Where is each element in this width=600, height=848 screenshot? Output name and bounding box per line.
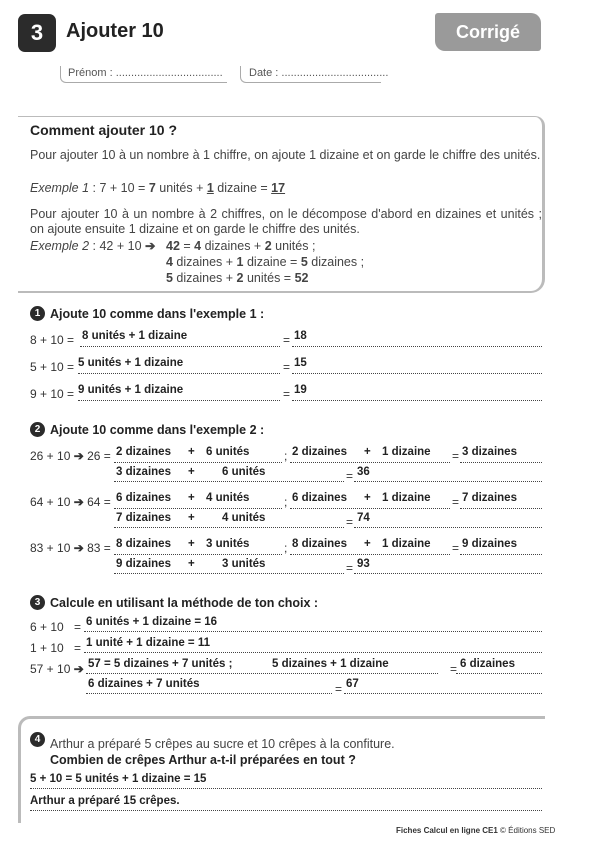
lesson-paragraph-2: Pour ajouter 10 à un nombre à 2 chiffres, on le décompose d'abord en dizaines et unités ; on ajoute ensuite 1 dizaine et on garde le chiffre des unités. bbox=[30, 207, 542, 236]
ex2-row-3-line-c bbox=[460, 554, 542, 555]
exercise-2-title: Ajoute 10 comme dans l'exemple 2 : bbox=[50, 423, 265, 437]
ex3-row-1-line bbox=[84, 631, 542, 632]
ex4-answer-1[interactable]: 5 + 10 = 5 unités + 1 dizaine = 15 bbox=[30, 773, 207, 785]
ex3-row-2-left: 1 + 10 bbox=[30, 641, 64, 655]
ex2-row-3-plus-2: + bbox=[364, 538, 371, 550]
ex3-row-4-line-a bbox=[86, 693, 332, 694]
ex2-row-1-plus-3: + bbox=[188, 466, 195, 478]
ex1-row-1-line-b bbox=[292, 346, 542, 347]
ex2-row-1-eq-2: = bbox=[346, 469, 354, 483]
footer-credit: Fiches Calcul en ligne CE1 © Éditions SED bbox=[396, 826, 556, 835]
ex1-row-3-answer-b[interactable]: 19 bbox=[294, 384, 307, 396]
ex2-row-1-line-b bbox=[290, 462, 450, 463]
ex1-row-3-left: 9 + 10 = bbox=[30, 387, 75, 401]
example-2-line-1: 42 = 4 dizaines + 2 unités ; bbox=[166, 239, 316, 253]
ex2-row-3-d[interactable]: 1 dizaine bbox=[382, 538, 431, 550]
ex2-row-3-c[interactable]: 8 dizaines bbox=[292, 538, 347, 550]
exercise-number-badge: 3 bbox=[18, 14, 56, 52]
ex2-row-2-plus-2: + bbox=[364, 492, 371, 504]
ex2-row-1-sep: ; bbox=[284, 449, 288, 463]
exercise-1-bullet: 1 bbox=[30, 306, 45, 321]
ex2-row-2-sep: ; bbox=[284, 495, 288, 509]
ex2-row-2-eq: = bbox=[452, 495, 460, 509]
exercise-4-bullet: 4 bbox=[30, 732, 45, 747]
ex1-row-2-answer-a[interactable]: 5 unités + 1 dizaine bbox=[78, 357, 184, 369]
ex2-row-1-c[interactable]: 2 dizaines bbox=[292, 446, 347, 458]
ex2-row-3-line-e bbox=[354, 573, 542, 574]
ex1-row-3-answer-a[interactable]: 9 unités + 1 dizaine bbox=[78, 384, 184, 396]
ex2-row-3-sep: ; bbox=[284, 541, 288, 555]
ex2-row-3-e[interactable]: 9 dizaines bbox=[462, 538, 517, 550]
exercise-1-title: Ajoute 10 comme dans l'exemple 1 : bbox=[50, 307, 265, 321]
ex2-row-1-eq: = bbox=[452, 449, 460, 463]
ex2-row-1-plus-2: + bbox=[364, 446, 371, 458]
ex2-row-3-line-d bbox=[114, 573, 344, 574]
ex2-row-1-plus-1: + bbox=[188, 446, 195, 458]
ex3-row-3-c[interactable]: 6 dizaines bbox=[460, 658, 515, 670]
ex3-row-4-eq: = bbox=[335, 682, 343, 696]
ex3-row-1-answer[interactable]: 6 unités + 1 dizaine = 16 bbox=[86, 616, 218, 628]
ex2-row-1-d[interactable]: 1 dizaine bbox=[382, 446, 431, 458]
ex3-row-3-left: 57 + 10 ➔ bbox=[30, 662, 84, 676]
ex2-row-1-line-e bbox=[354, 481, 542, 482]
exercise-3-title: Calcule en utilisant la méthode de ton choix : bbox=[50, 596, 319, 610]
ex2-row-2-eq-2: = bbox=[346, 515, 354, 529]
ex2-row-2-c[interactable]: 6 dizaines bbox=[292, 492, 347, 504]
ex2-row-2-line-e bbox=[354, 527, 542, 528]
ex2-row-2-h[interactable]: 74 bbox=[357, 512, 370, 524]
ex3-row-2-line bbox=[84, 652, 542, 653]
ex2-row-3-left: 83 + 10 ➔ 83 = bbox=[30, 541, 111, 555]
ex2-row-3-h[interactable]: 93 bbox=[357, 558, 370, 570]
ex3-row-1-left: 6 + 10 bbox=[30, 620, 64, 634]
ex2-row-3-f[interactable]: 9 dizaines bbox=[116, 558, 171, 570]
ex2-row-2-d[interactable]: 1 dizaine bbox=[382, 492, 431, 504]
ex3-row-3-eq: = bbox=[450, 662, 458, 676]
ex3-row-4-line-b bbox=[344, 693, 542, 694]
ex1-row-2-left: 5 + 10 = bbox=[30, 360, 75, 374]
exercise-4-question: Combien de crêpes Arthur a-t-il préparées en tout ? bbox=[50, 753, 356, 767]
page-title: Ajouter 10 bbox=[66, 20, 164, 42]
ex1-row-1-eq: = bbox=[283, 333, 291, 347]
corrige-badge: Corrigé bbox=[435, 13, 541, 51]
ex3-row-1-eq: = bbox=[74, 620, 82, 634]
ex1-row-3-line-b bbox=[292, 400, 542, 401]
ex2-row-2-left: 64 + 10 ➔ 64 = bbox=[30, 495, 111, 509]
ex2-row-2-f[interactable]: 7 dizaines bbox=[116, 512, 171, 524]
date-field[interactable]: ................................... bbox=[281, 67, 389, 79]
ex2-row-1-a[interactable]: 2 dizaines bbox=[116, 446, 171, 458]
ex2-row-3-eq-2: = bbox=[346, 561, 354, 575]
ex2-row-3-line-b bbox=[290, 554, 450, 555]
exercise-2-bullet: 2 bbox=[30, 422, 45, 437]
firstname-field[interactable]: ................................... bbox=[115, 67, 223, 79]
example-2-line-2: 4 dizaines + 1 dizaine = 5 dizaines ; bbox=[166, 255, 365, 269]
ex1-row-2-answer-b[interactable]: 15 bbox=[294, 357, 307, 369]
exercise-3-bullet: 3 bbox=[30, 595, 45, 610]
lesson-paragraph-1: Pour ajouter 10 à un nombre à 1 chiffre, on ajoute 1 dizaine et on garde le chiffre des unités. bbox=[30, 148, 541, 162]
ex1-row-2-line-a bbox=[78, 373, 280, 374]
ex2-row-2-line-a bbox=[114, 508, 282, 509]
ex1-row-3-line-a bbox=[78, 400, 280, 401]
ex2-row-3-g[interactable]: 3 unités bbox=[222, 558, 266, 570]
ex1-row-1-left: 8 + 10 = bbox=[30, 333, 75, 347]
ex2-row-3-plus-1: + bbox=[188, 538, 195, 550]
firstname-label: Prénom : ................................... bbox=[68, 67, 223, 79]
ex2-row-1-g[interactable]: 6 unités bbox=[222, 466, 266, 478]
example-2-label: Exemple 2 : 42 + 10 ➔ bbox=[30, 239, 156, 253]
ex2-row-2-plus-1: + bbox=[188, 492, 195, 504]
ex2-row-3-line-a bbox=[114, 554, 282, 555]
ex2-row-1-left: 26 + 10 ➔ 26 = bbox=[30, 449, 111, 463]
ex4-line-1 bbox=[30, 788, 542, 789]
ex1-row-3-eq: = bbox=[283, 387, 291, 401]
ex3-row-2-eq: = bbox=[74, 641, 82, 655]
ex2-row-3-b[interactable]: 3 unités bbox=[206, 538, 250, 550]
ex2-row-1-line-d bbox=[114, 481, 344, 482]
ex2-row-3-plus-3: + bbox=[188, 558, 195, 570]
ex2-row-1-e[interactable]: 3 dizaines bbox=[462, 446, 517, 458]
ex3-row-3-b[interactable]: 5 dizaines + 1 dizaine bbox=[272, 658, 389, 670]
ex3-row-3-line-a bbox=[86, 673, 438, 674]
lesson-title: Comment ajouter 10 ? bbox=[30, 122, 178, 138]
ex3-row-4-a[interactable]: 6 dizaines + 7 unités bbox=[88, 678, 200, 690]
ex3-row-3-a[interactable]: 57 = 5 dizaines + 7 unités ; bbox=[88, 658, 233, 670]
ex1-row-2-eq: = bbox=[283, 360, 291, 374]
ex2-row-3-a[interactable]: 8 dizaines bbox=[116, 538, 171, 550]
ex2-row-2-plus-3: + bbox=[188, 512, 195, 524]
example-1: Exemple 1 : 7 + 10 = 7 unités + 1 dizaine = 17 bbox=[30, 181, 286, 195]
date-label: Date : ................................... bbox=[249, 67, 389, 79]
ex4-line-2 bbox=[30, 810, 542, 811]
ex2-row-2-line-c bbox=[460, 508, 542, 509]
ex2-row-2-b[interactable]: 4 unités bbox=[206, 492, 250, 504]
ex1-row-1-answer-b[interactable]: 18 bbox=[294, 330, 307, 342]
ex4-answer-2[interactable]: Arthur a préparé 15 crêpes. bbox=[30, 795, 180, 807]
ex3-row-2-answer[interactable]: 1 unité + 1 dizaine = 11 bbox=[86, 637, 211, 649]
ex2-row-2-line-d bbox=[114, 527, 344, 528]
ex3-row-4-b[interactable]: 67 bbox=[346, 678, 359, 690]
ex2-row-2-e[interactable]: 7 dizaines bbox=[462, 492, 517, 504]
ex2-row-2-g[interactable]: 4 unités bbox=[222, 512, 266, 524]
example-2-line-3: 5 dizaines + 2 unités = 52 bbox=[166, 271, 309, 285]
ex2-row-1-line-a bbox=[114, 462, 282, 463]
ex2-row-1-h[interactable]: 36 bbox=[357, 466, 370, 478]
ex2-row-3-eq: = bbox=[452, 541, 460, 555]
ex2-row-2-line-b bbox=[290, 508, 450, 509]
ex1-row-2-line-b bbox=[292, 373, 542, 374]
ex2-row-1-line-c bbox=[460, 462, 542, 463]
ex3-row-3-line-b bbox=[456, 673, 542, 674]
ex1-row-1-line-a bbox=[80, 346, 280, 347]
ex2-row-1-f[interactable]: 3 dizaines bbox=[116, 466, 171, 478]
exercise-4-statement: Arthur a préparé 5 crêpes au sucre et 10 crêpes à la confiture. bbox=[50, 737, 395, 751]
ex1-row-1-answer-a[interactable]: 8 unités + 1 dizaine bbox=[82, 330, 188, 342]
ex2-row-1-b[interactable]: 6 unités bbox=[206, 446, 250, 458]
ex2-row-2-a[interactable]: 6 dizaines bbox=[116, 492, 171, 504]
